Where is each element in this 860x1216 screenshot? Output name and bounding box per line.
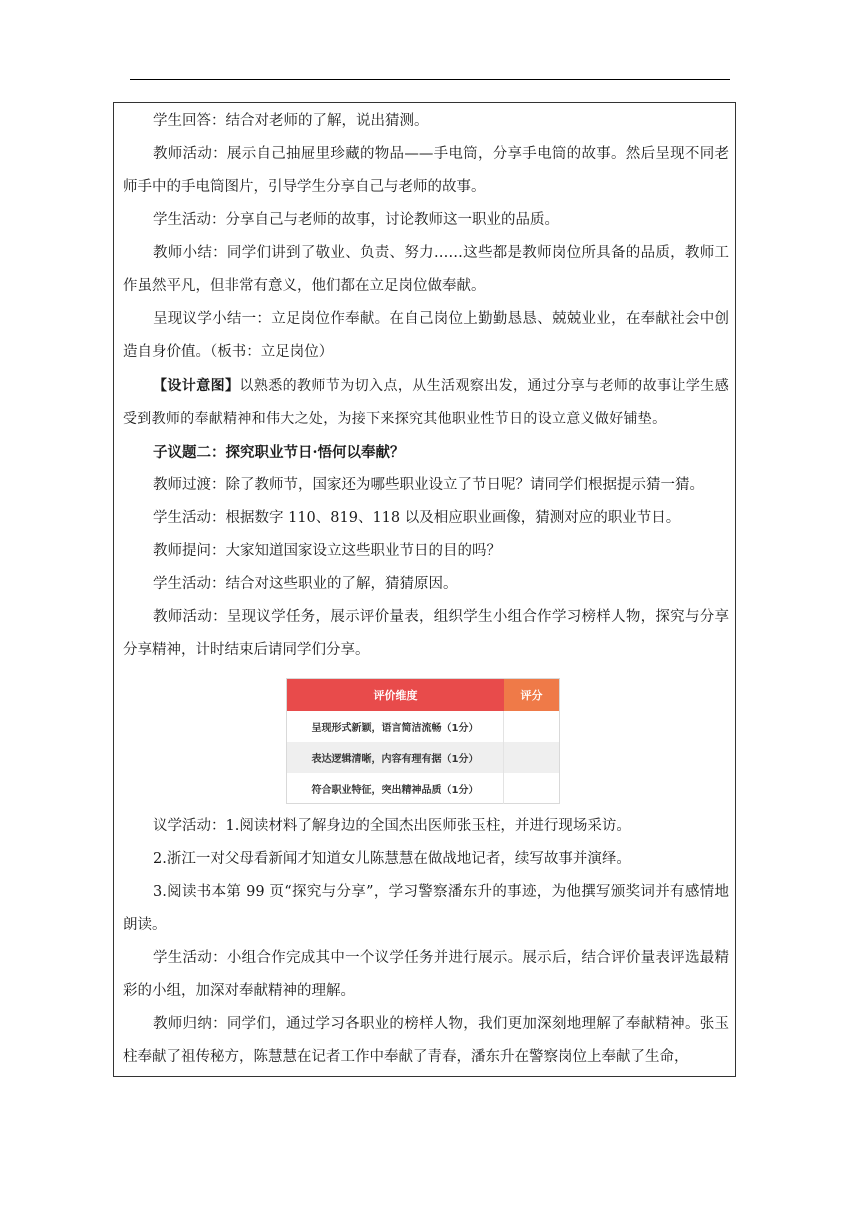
paragraph-teacher-transition: 教师过渡：除了教师节，国家还为哪些职业设立了节日呢？请同学们根据提示猜一猜。 <box>153 477 704 493</box>
rubric-score-cell <box>504 711 559 742</box>
paragraph-student-group: 学生活动：小组合作完成其中一个议学任务并进行展示。展示后，结合评价量表评选最精彩的小组，加深对奉献精神的理解。 <box>123 950 729 999</box>
paragraph-student-activity: 学生活动：分享自己与老师的故事，讨论教师这一职业的品质。 <box>153 212 559 228</box>
rubric-row <box>287 711 559 742</box>
rubric-header-score: 评分 <box>504 679 559 711</box>
paragraph-activity-one: 议学活动：1.阅读材料了解身边的全国杰出医师张玉柱，并进行现场采访。 <box>153 818 631 834</box>
paragraph-summary-one: 呈现议学小结一：立足岗位作奉献。在自己岗位上勤勤恳恳、兢兢业业，在奉献社会中创造自身价值。（板书：立足岗位） <box>123 311 729 360</box>
paragraph-teacher-summary: 教师小结：同学们讲到了敬业、负责、努力……这些都是教师岗位所具备的品质，教师工作虽然平凡，但非常有意义，他们都在立足岗位做奉献。 <box>123 245 729 294</box>
rubric-score-cell <box>504 773 559 804</box>
paragraph-student-reason: 学生活动：结合对这些职业的了解，猜猜原因。 <box>153 576 458 592</box>
rubric-header-row <box>287 679 559 711</box>
header-rule <box>130 79 730 80</box>
rubric-criterion: 表达逻辑清晰，内容有理有据（1分） <box>287 742 504 773</box>
design-intent-tag: 【设计意图】 <box>153 378 240 394</box>
paragraph-teacher-task: 教师活动：呈现议学任务，展示评价量表，组织学生小组合作学习榜样人物，探究与分享分享精神，计时结束后请同学们分享。 <box>123 609 729 658</box>
paragraph-student-answer: 学生回答：结合对老师的了解，说出猜测。 <box>153 113 429 129</box>
paragraph-teacher-question: 教师提问：大家知道国家设立这些职业节日的目的吗？ <box>153 543 501 559</box>
rubric-criterion: 符合职业特征，突出精神品质（1分） <box>287 773 504 804</box>
rubric-score-cell <box>504 742 559 773</box>
rubric-row <box>287 742 559 773</box>
paragraph-activity-two: 2.浙江一对父母看新闻才知道女儿陈慧慧在做战地记者，续写故事并演绎。 <box>153 851 631 867</box>
subtopic-title: 子议题二：探究职业节日·悟何以奉献？ <box>153 444 405 461</box>
paragraph-student-guess: 学生活动：根据数字 110、819、118 以及相应职业画像，猜测对应的职业节日。 <box>153 510 681 526</box>
design-intent <box>123 370 729 436</box>
design-intent-text: 以熟悉的教师节为切入点，从生活观察出发，通过分享与老师的故事让学生感受到教师的奉献精神和伟大之处，为接下来探究其他职业性节日的设立意义做好铺垫。 <box>123 378 729 427</box>
rubric-row <box>287 773 559 804</box>
rubric-criterion: 呈现形式新颖，语言简洁流畅（1分） <box>287 711 504 742</box>
paragraph-activity-three: 3.阅读书本第 99 页“探究与分享”，学习警察潘东升的事迹，为他撰写颁奖词并有感情地朗读。 <box>123 884 729 933</box>
paragraph-teacher-activity: 教师活动：展示自己抽屉里珍藏的物品——手电筒，分享手电筒的故事。然后呈现不同老师手中的手电筒图片，引导学生分享自己与老师的故事。 <box>123 146 729 195</box>
evaluation-rubric-table <box>286 678 560 804</box>
rubric-header-dimension: 评价维度 <box>287 679 504 711</box>
paragraph-teacher-conclusion: 教师归纳：同学们，通过学习各职业的榜样人物，我们更加深刻地理解了奉献精神。张玉柱奉献了祖传秘方，陈慧慧在记者工作中奉献了青春，潘东升在警察岗位上奉献了生命， <box>123 1016 729 1065</box>
